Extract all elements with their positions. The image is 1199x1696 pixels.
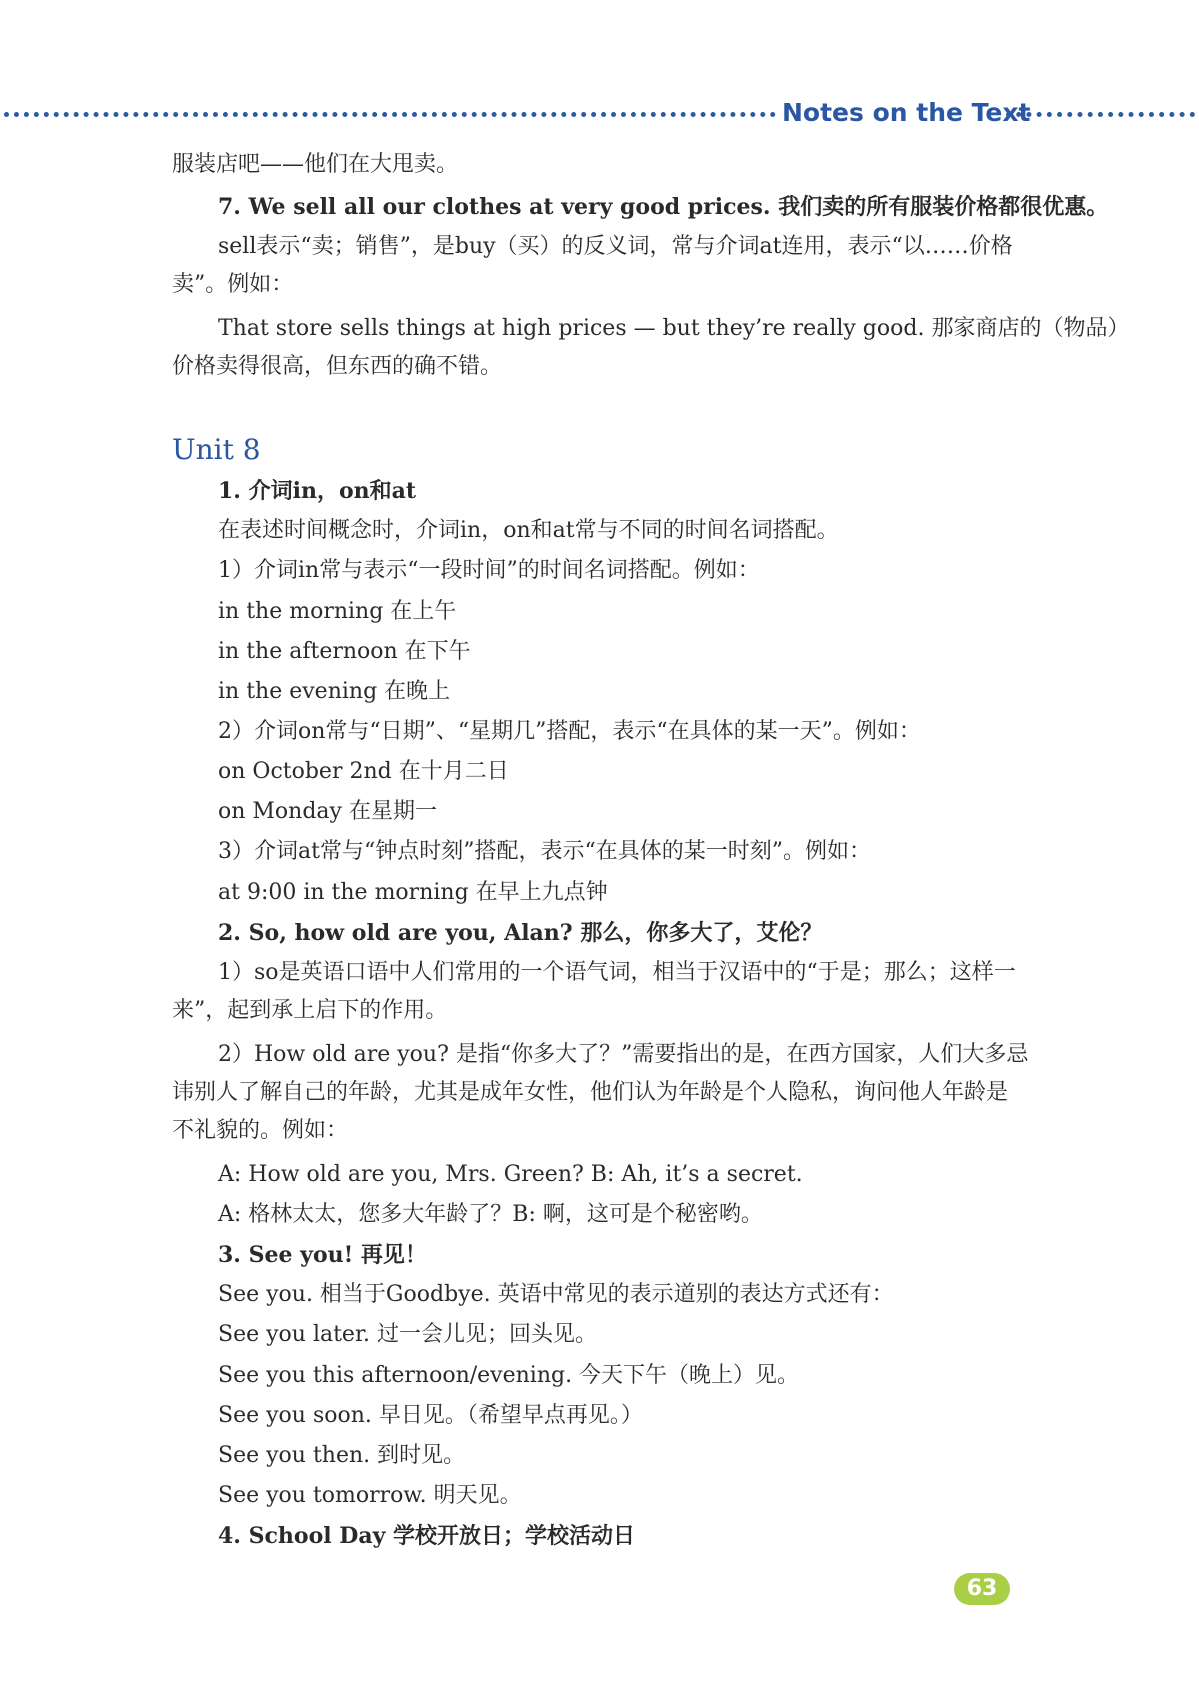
- example-line: on October 2nd 在十月二日: [218, 759, 509, 784]
- text-line: 2）介词on常与“日期”、“星期几”搭配，表示“在具体的某一天”。例如：: [218, 719, 921, 744]
- example-line: at 9:00 in the morning 在早上九点钟: [218, 880, 608, 905]
- text-line: See you. 相当于Goodbye. 英语中常见的表示道别的表达方式还有：: [218, 1282, 894, 1307]
- text-line: 来”，起到承上启下的作用。: [172, 998, 448, 1023]
- text-line: 1）so是英语口语中人们常用的一个语气词，相当于汉语中的“于是；那么；这样一: [218, 960, 1016, 985]
- text-line: 讳别人了解自己的年龄，尤其是成年女性，他们认为年龄是个人隐私，询问他人年龄是: [172, 1080, 1009, 1105]
- text-line: 2）How old are you? 是指“你多大了？”需要指出的是，在西方国家，人们大多忌: [218, 1042, 1029, 1067]
- example-line: in the morning 在上午: [218, 599, 457, 624]
- example-line: in the afternoon 在下午: [218, 639, 471, 664]
- header-title: Notes on the Text: [782, 98, 1031, 127]
- example-line: A: How old are you, Mrs. Green? B: Ah, it’s a secret.: [218, 1162, 803, 1187]
- text-line: 不礼貌的。例如：: [172, 1118, 349, 1143]
- example-line: See you later. 过一会儿见；回头见。: [218, 1322, 598, 1347]
- example-line: See you this afternoon/evening. 今天下午（晚上）见。: [218, 1363, 800, 1388]
- note-heading: 7. We sell all our clothes at very good prices. 我们卖的所有服装价格都很优惠。: [218, 194, 1109, 220]
- note-heading: 1. 介词in，on和at: [218, 478, 417, 504]
- unit-heading: Unit 8: [172, 433, 261, 466]
- example-line: A: 格林太太，您多大年龄了？B: 啊，这可是个秘密哟。: [218, 1202, 763, 1227]
- text-line: 3）介词at常与“钟点时刻”搭配，表示“在具体的某一时刻”。例如：: [218, 839, 871, 864]
- header-dotted-rule-right: [1006, 112, 1195, 117]
- text-line: sell表示“卖；销售”，是buy（买）的反义词，常与介词at连用，表示“以……价格: [218, 234, 1013, 259]
- running-header: [0, 96, 1199, 130]
- example-line: on Monday 在星期一: [218, 799, 437, 824]
- example-line: See you soon. 早日见。（希望早点再见。）: [218, 1403, 643, 1428]
- text-line: 价格卖得很高，但东西的确不错。: [172, 354, 503, 379]
- header-dotted-rule-left: [4, 112, 776, 117]
- example-line: That store sells things at high prices — but they’re really good. 那家商店的（物品）: [218, 316, 1130, 341]
- note-heading: 4. School Day 学校开放日；学校活动日: [218, 1523, 636, 1549]
- example-line: in the evening 在晚上: [218, 679, 451, 704]
- example-line: See you then. 到时见。: [218, 1443, 466, 1468]
- example-line: See you tomorrow. 明天见。: [218, 1483, 522, 1508]
- text-line: 卖”。例如：: [172, 272, 294, 297]
- text-line: 服装店吧——他们在大甩卖。: [172, 152, 459, 177]
- note-heading: 2. So, how old are you, Alan? 那么，你多大了，艾伦？: [218, 920, 823, 946]
- text-line: 在表述时间概念时，介词in，on和at常与不同的时间名词搭配。: [218, 518, 839, 543]
- text-line: 1）介词in常与表示“一段时间”的时间名词搭配。例如：: [218, 558, 760, 583]
- note-heading: 3. See you! 再见！: [218, 1242, 427, 1268]
- page-number: 63: [954, 1573, 1010, 1605]
